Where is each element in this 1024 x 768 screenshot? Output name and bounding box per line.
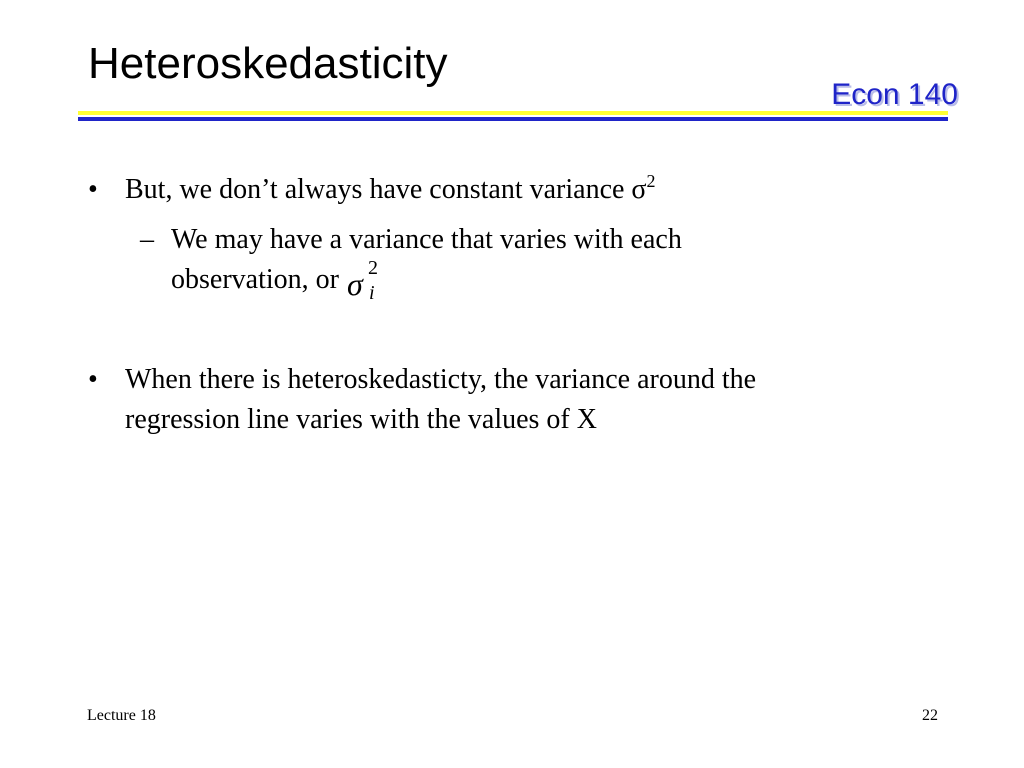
bullet-marker: •: [88, 364, 98, 395]
bullet-marker: •: [88, 174, 98, 205]
sub-bullet-line-1: We may have a variance that varies with each: [171, 224, 682, 255]
formula-subscript: i: [368, 282, 375, 304]
title-divider-yellow: [78, 111, 948, 115]
footer-page-number: 22: [922, 707, 938, 724]
bullet-2-line-1: When there is heteroskedasticty, the variance around the: [125, 364, 757, 395]
sub-bullet-line-2-text: observation, or: [171, 264, 339, 295]
sigma-symbol: σ: [346, 266, 363, 302]
formula-superscript: 2: [367, 257, 378, 279]
slide-title: Heteroskedasticity: [88, 39, 448, 88]
footer-lecture: Lecture 18: [87, 707, 156, 724]
bullet-2-line-2: regression line varies with the values of X: [125, 404, 597, 435]
sub-bullet-line-2: [171, 257, 387, 304]
title-divider-blue: [78, 117, 948, 121]
sub-bullet-marker: –: [140, 224, 154, 255]
bullet-1-body: But, we don’t always have constant variance σ: [125, 174, 647, 205]
bullet-1-text: [125, 171, 656, 209]
course-label: Econ 140: [831, 78, 958, 111]
squared-superscript: 2: [646, 171, 656, 191]
sigma-i-squared-formula: [346, 257, 387, 304]
